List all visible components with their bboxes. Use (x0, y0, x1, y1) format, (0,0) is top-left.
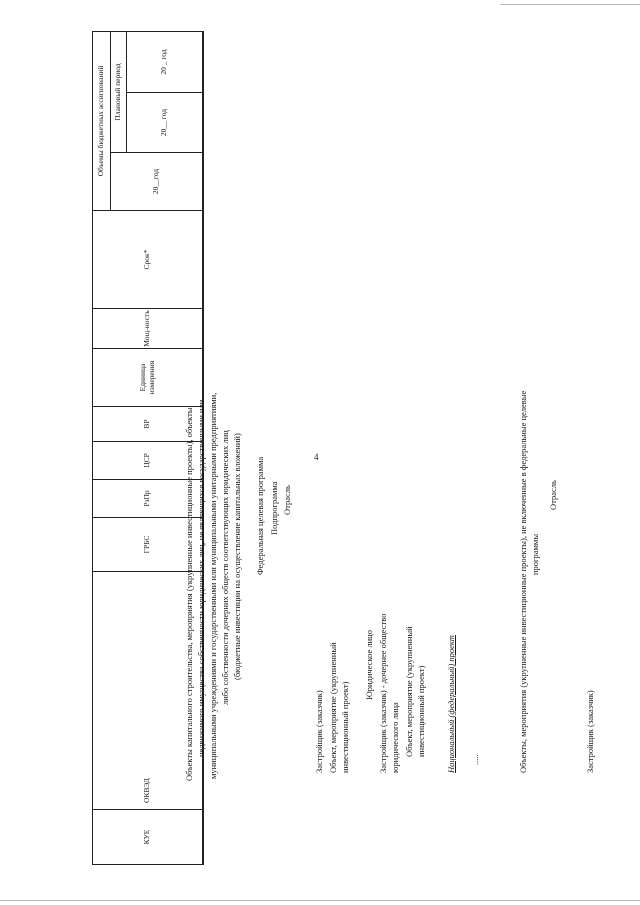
section-2-heading-line: программы (530, 533, 540, 575)
object-1-line: инвестиционный проект) (340, 681, 350, 773)
col-planning-period: Плановый период (111, 32, 127, 152)
industry-label: Отрасль (282, 485, 292, 515)
col-grbs: ГРБС (93, 517, 203, 571)
section-2-heading-line: Объекты, мероприятия (укрупненные инвестиционные проекты), не включенные в федеральные целевые (518, 390, 528, 773)
col-volumes: Объемы бюджетных ассигнований (93, 32, 111, 210)
ellipsis: ..... (470, 754, 480, 765)
section-1-heading-line: (бюджетные инвестиции на осуществление капитальных вложений) (232, 433, 242, 680)
col-okved: ОКВЭД (93, 571, 203, 809)
section-1-heading-line: недвижимого имущества собственности юридических лиц, не являющихся государственными или (196, 399, 206, 757)
section-2-developer-label: Застройщик (заказчик) (585, 690, 595, 773)
section-1-heading-line: либо собственности дочерних обществ соответствующих юридических лиц (220, 430, 230, 705)
col-capacity: Мощ-ность (93, 308, 203, 348)
subprogram-label: Подпрограмма (269, 481, 279, 535)
col-rzpr: РзПр (93, 479, 203, 517)
object-1-line: Объект, мероприятие (укрупненный (328, 642, 338, 773)
col-term: Срок* (93, 210, 203, 308)
section-2-industry-label: Отрасль (548, 480, 558, 510)
col-csr: ЦСР (93, 441, 203, 479)
national-project-label: Национальный (федеральный) проект (446, 635, 456, 773)
legal-entity-label: Юридическое лицо (364, 630, 374, 700)
page-number: 4 (314, 452, 319, 462)
developer-subsidiary-line: Застройщик (заказчик) - дочернее общество (378, 613, 388, 773)
scan-mark-bottom (0, 900, 640, 901)
section-1-heading-line: Объекты капитального строительства, мероприятия (укрупненные инвестиционные проекты), объекты (184, 407, 194, 781)
col-year3: 20 _ год (127, 32, 203, 92)
section-1-heading-line: муниципальными учреждениями и государственными или муниципальными унитарными предприятиями, (208, 392, 218, 779)
scan-mark-top (500, 4, 640, 5)
col-year1: 20__год (111, 152, 203, 210)
col-kue: КУЕ (93, 809, 203, 864)
col-vr: ВР (93, 406, 203, 441)
developer-label: Застройщик (заказчик) (314, 690, 324, 773)
object-2-line: Объект, мероприятие (укрупненный (404, 626, 414, 757)
developer-subsidiary-line: юридического лица (390, 702, 400, 773)
col-year2: 20__ год (127, 92, 203, 152)
col-unit: Единица измерения (93, 348, 203, 406)
federal-program-label: Федеральная целевая программа (255, 456, 265, 575)
object-2-line: инвестиционный проект) (416, 665, 426, 757)
